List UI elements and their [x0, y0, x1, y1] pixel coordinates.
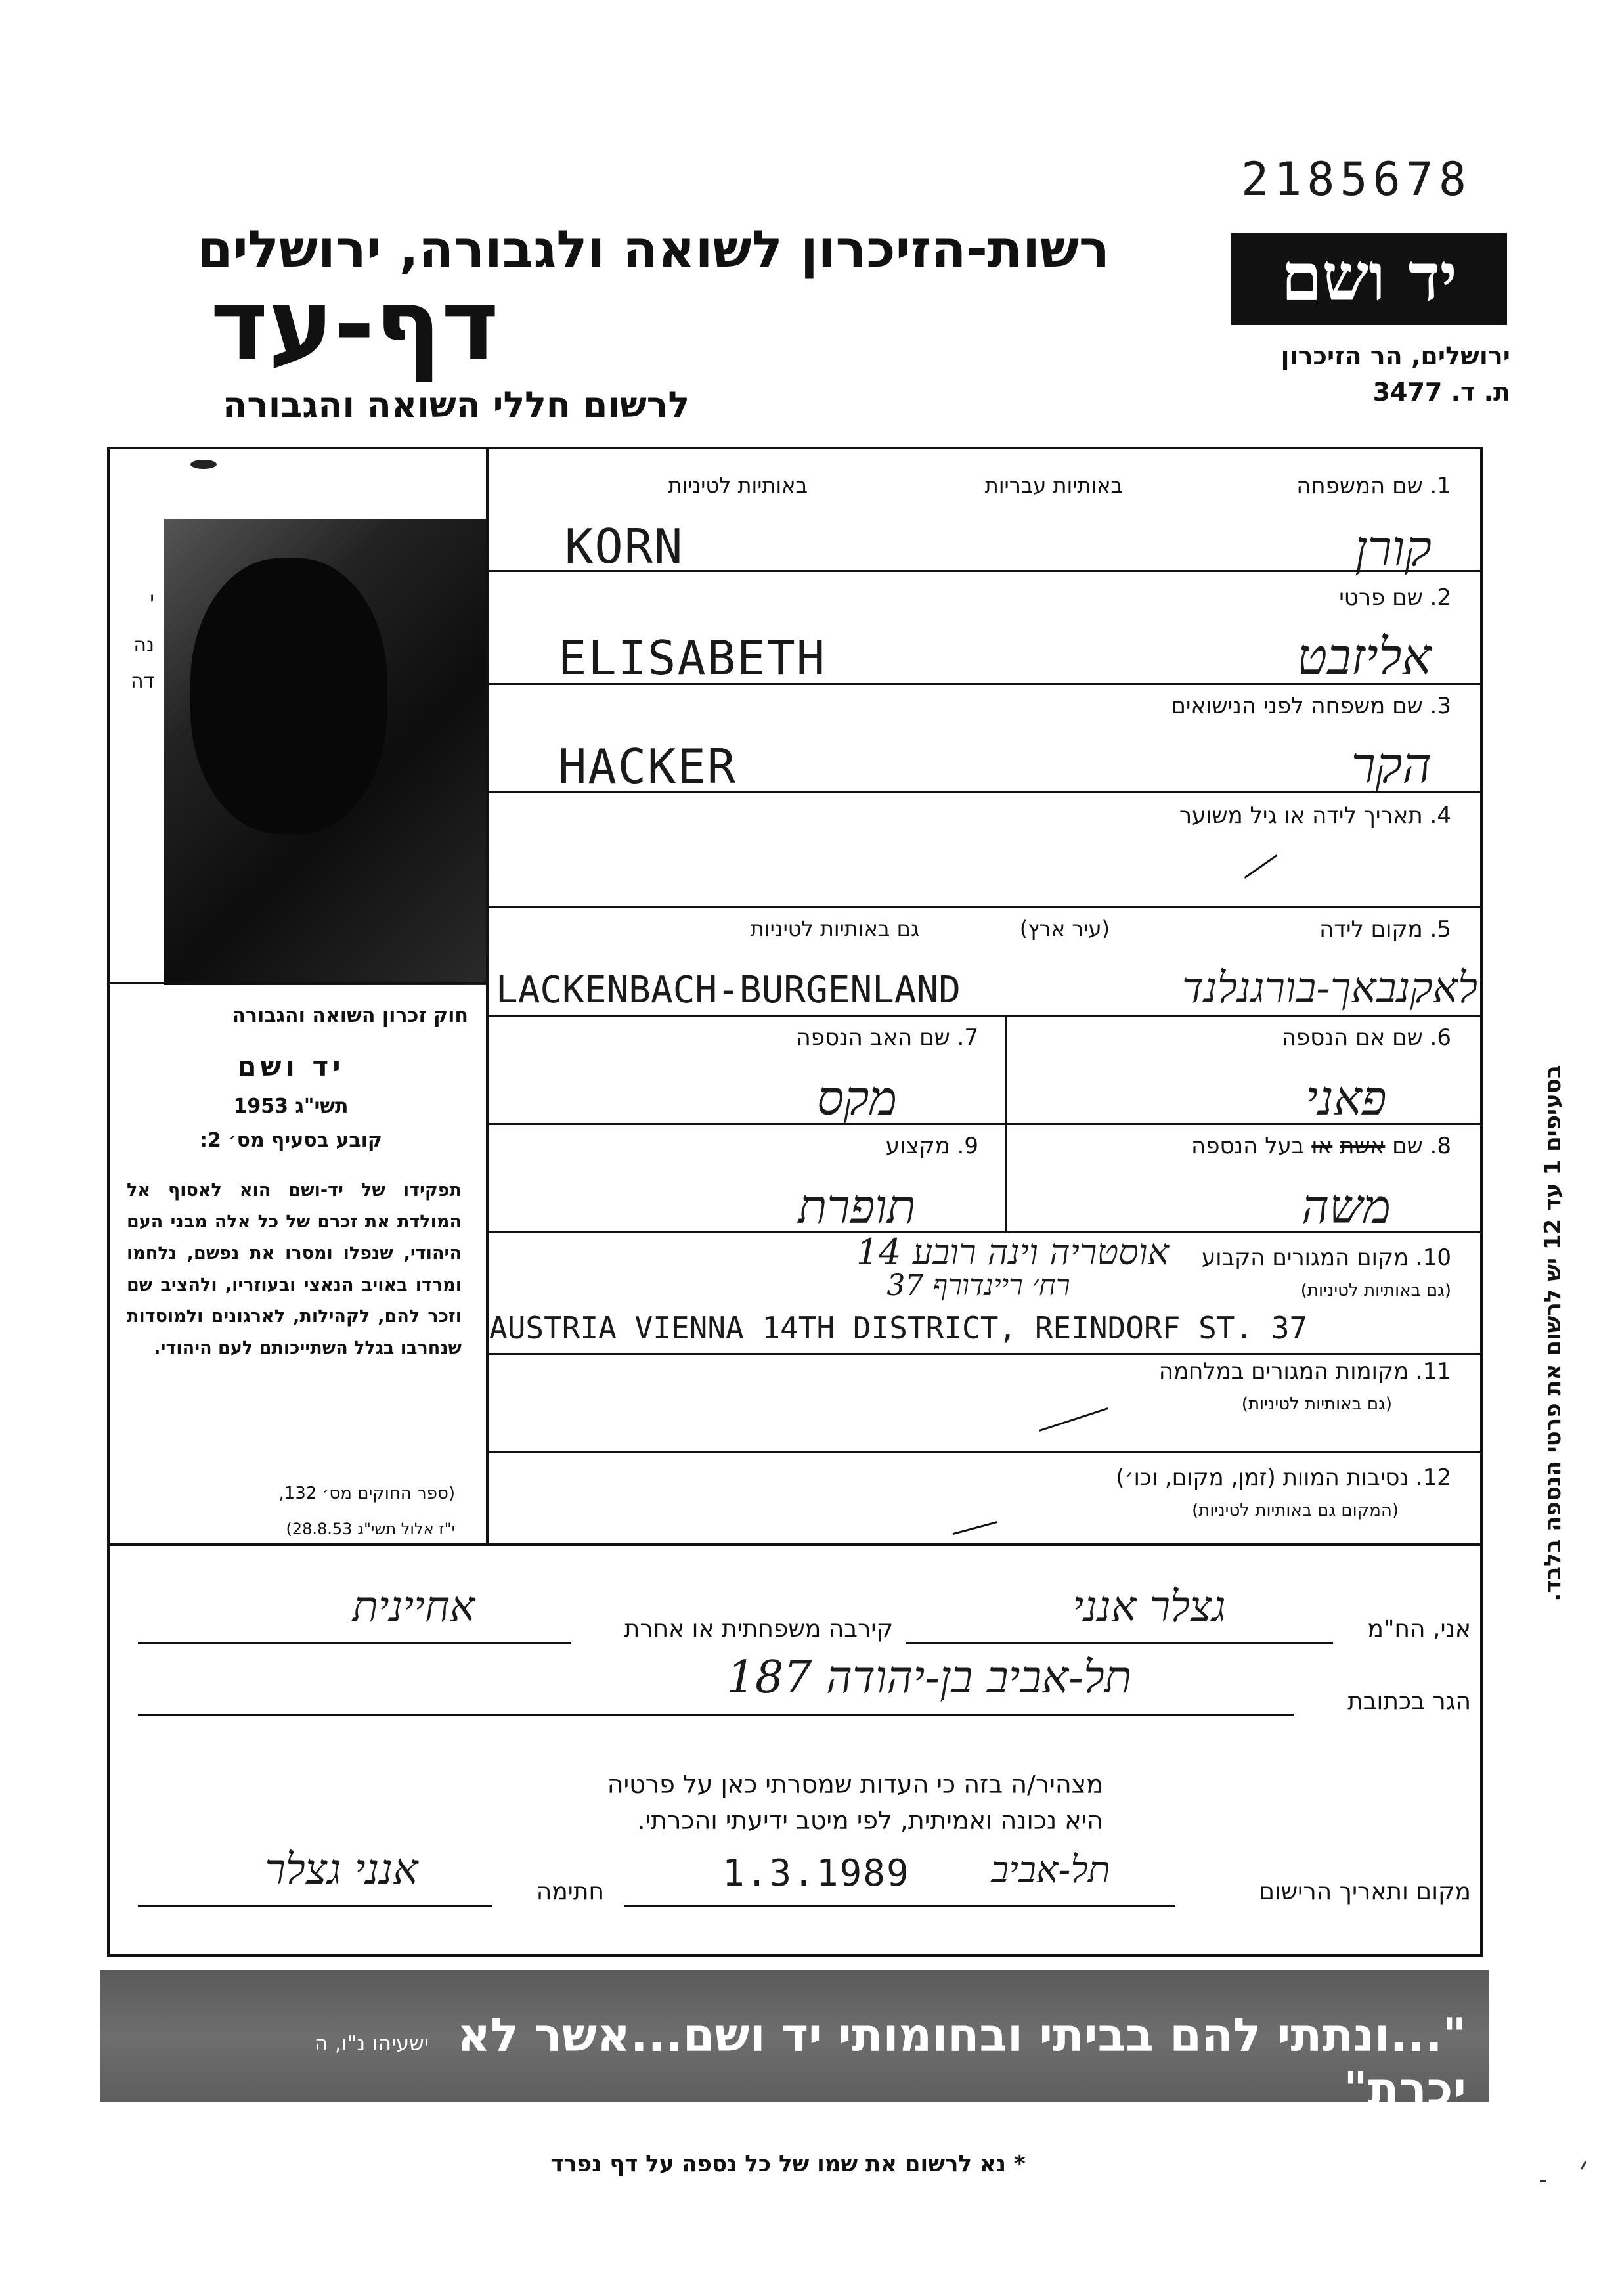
- witness-i-label: אני, הח"מ: [1367, 1616, 1471, 1643]
- field-8-label-strike: אשת: [1340, 1133, 1386, 1159]
- footnote: * נא לרשום את שמו של כל נספה על דף נפרד: [550, 2151, 1026, 2177]
- field-5-hebrew-value[interactable]: לאקנבאך-בורגנלנד: [1181, 964, 1477, 1013]
- field-9-label-text: מקצוע: [885, 1133, 950, 1159]
- field-1-hebrew-value[interactable]: קורן: [1355, 519, 1432, 577]
- law-ref-date: י"ז אלול תשי"ג 28.8.53): [286, 1520, 455, 1538]
- field-12-num: 12.: [1415, 1465, 1451, 1491]
- date-value[interactable]: 1.3.1989: [722, 1852, 910, 1895]
- field-3-hebrew-value[interactable]: הקר: [1351, 736, 1432, 794]
- field-6-num: 6.: [1430, 1025, 1451, 1051]
- banner-quote: "...ונתתי להם בביתי ובחומותי יד ושם...אשר לא יכרת": [457, 2008, 1466, 2116]
- field-8-label-pre: שם: [1392, 1133, 1423, 1159]
- banner-source: ישעיהו נ"ו, ה: [314, 2031, 429, 2056]
- side-note-wrap: [1533, 814, 1566, 1852]
- law-title: חוק זכרון השואה והגבורה: [232, 1004, 468, 1027]
- field-3-num: 3.: [1430, 693, 1451, 719]
- signature-line: [138, 1905, 492, 1907]
- field-2-label: [1116, 585, 1451, 611]
- field-1-num: 1.: [1430, 473, 1451, 499]
- field-7-value[interactable]: מקס: [816, 1071, 898, 1126]
- law-year: תשי"ג 1953: [233, 1095, 349, 1118]
- field-7-label-text: שם האב הנספה: [796, 1025, 950, 1051]
- signature-label: חתימה: [536, 1878, 604, 1905]
- witness-relation-value[interactable]: אחיינית: [352, 1583, 475, 1631]
- field-10-latin-value[interactable]: AUSTRIA VIENNA 14TH DISTRICT, REINDORF ST. 37: [489, 1310, 1308, 1346]
- field-9-value[interactable]: תופרת: [798, 1179, 916, 1234]
- law-ref: (ספר החוקים מס׳ 132,: [278, 1484, 455, 1503]
- form-section-line: [107, 1543, 1483, 1546]
- field-10-hebrew-value[interactable]: אוסטריה וינה רובע 14: [856, 1231, 1169, 1273]
- field-8-label: [1024, 1133, 1451, 1159]
- place-date-label: מקום ותאריך הרישום: [1259, 1878, 1471, 1905]
- field-5-num: 5.: [1430, 916, 1451, 942]
- row-line-9: [487, 1451, 1483, 1453]
- form-title: דף-עד: [210, 268, 499, 382]
- field-1-latin-hint: באותיות לטיניות: [668, 473, 808, 498]
- field-6-label-text: שם אם הנספה: [1281, 1025, 1423, 1051]
- field-8-value[interactable]: משה: [1301, 1179, 1391, 1234]
- field-6-value[interactable]: פאני: [1305, 1071, 1387, 1126]
- photo-fragment-2: נה: [133, 634, 154, 657]
- scan-speck-2: [1540, 2180, 1546, 2182]
- field-1-label: [1116, 473, 1451, 499]
- field-2-hebrew-value[interactable]: אליזבט: [1297, 627, 1432, 686]
- side-note: בסעיפים 1 עד 12 יש לרשום את פרטי הנספה בלבד.: [1540, 1065, 1566, 1602]
- declaration-line-1: מצהיר/ה בזה כי העדות שמסרתי כאן על פרטיה: [607, 1770, 1103, 1799]
- row-line-8: [487, 1353, 1483, 1355]
- law-name: יד ושם: [237, 1050, 345, 1082]
- field-11-hint: (גם באותיות לטיניות): [1241, 1394, 1392, 1414]
- place-value[interactable]: תל-אביב: [991, 1849, 1110, 1891]
- field-8-label-post: בעל הנספה: [1191, 1133, 1305, 1159]
- field-8-num: 8.: [1430, 1133, 1451, 1159]
- serial-number: 2185678: [1241, 152, 1472, 206]
- witness-address-label: הגר בכתובת: [1347, 1688, 1471, 1715]
- quote-banner: [100, 1970, 1489, 2116]
- row-line-4: [487, 906, 1483, 908]
- field-2-num: 2.: [1430, 585, 1451, 611]
- field-4-label: [985, 803, 1451, 829]
- photo-fragment-1: י: [150, 588, 154, 611]
- witness-relation-label: קירבה משפחתית או אחרת: [624, 1616, 893, 1643]
- place-date-line: [624, 1905, 1175, 1907]
- declaration-line-2: היא נכונה ואמיתית, לפי מיטב ידיעתי והכרתי.: [637, 1806, 1103, 1835]
- photo-silhouette: [190, 558, 387, 834]
- field-7-label: [657, 1025, 978, 1051]
- field-11-label-text: מקומות המגורים במלחמה: [1158, 1358, 1409, 1384]
- field-11-num: 11.: [1415, 1358, 1451, 1384]
- field-3-label: [985, 693, 1451, 719]
- signature-value[interactable]: אנני גצלר: [265, 1845, 418, 1894]
- field-12-label: [919, 1465, 1451, 1491]
- field-1-label-text: שם המשפחה: [1296, 473, 1423, 499]
- photo-fragment-3: דה: [131, 670, 154, 693]
- po-box: ת. ד. 3477: [1372, 378, 1510, 407]
- row-line-5: [487, 1015, 1483, 1017]
- law-clause: קובע בסעיף מס׳ 2:: [199, 1129, 383, 1152]
- field-10-hebrew-value-2[interactable]: רח׳ ריינדורף 37: [886, 1269, 1070, 1302]
- field-10-hint: (גם באותיות לטיניות): [1300, 1281, 1451, 1300]
- witness-relation-line: [138, 1642, 571, 1644]
- field-12-hint: (המקום גם באותיות לטיניות): [1192, 1501, 1399, 1520]
- field-4-num: 4.: [1430, 803, 1451, 829]
- field-11-label: [985, 1358, 1451, 1384]
- witness-address-line: [138, 1714, 1294, 1716]
- field-5-hint: (עיר ארץ): [1019, 916, 1110, 941]
- split-line: [1005, 1015, 1007, 1231]
- field-1-latin-value[interactable]: KORN: [565, 519, 684, 574]
- field-3-latin-value[interactable]: HACKER: [558, 739, 737, 794]
- field-9-num: 9.: [957, 1133, 978, 1159]
- field-10-label: [1169, 1245, 1451, 1271]
- witness-name-value[interactable]: גצלר אנני: [1072, 1583, 1226, 1631]
- field-5-label-text: מקום לידה: [1319, 916, 1423, 942]
- field-2-latin-value[interactable]: ELISABETH: [558, 630, 827, 686]
- field-5-latin-value[interactable]: LACKENBACH-BURGENLAND: [496, 969, 961, 1011]
- photo: [164, 519, 486, 985]
- field-2-label-text: שם פרטי: [1339, 585, 1423, 611]
- field-4-label-text: תאריך לידה או גיל משוער: [1179, 803, 1423, 829]
- form-subtitle: לרשום חללי השואה והגבורה: [223, 384, 689, 426]
- witness-name-line: [906, 1642, 1333, 1644]
- institution-line: רשות-הזיכרון לשואה ולגבורה, ירושלים: [197, 220, 1110, 279]
- field-8-label-strike-2: או: [1311, 1133, 1333, 1159]
- law-box: [107, 982, 488, 1543]
- field-7-num: 7.: [957, 1025, 978, 1051]
- witness-address-value[interactable]: תל-אביב בן-יהודה 187: [726, 1652, 1132, 1704]
- field-6-label: [1116, 1025, 1451, 1051]
- scan-speck: [1581, 2161, 1587, 2170]
- yad-vashem-logo: [1231, 233, 1507, 325]
- address-line: ירושלים, הר הזיכרון: [1280, 342, 1510, 370]
- photo-mark: [190, 460, 217, 469]
- logo-text: יד ושם: [1281, 238, 1457, 316]
- field-3-label-text: שם משפחה לפני הנישואים: [1171, 693, 1423, 719]
- law-body: תפקידו של יד-ושם הוא לאסוף אל המולדת את זכרם של כל אלה מבני העם היהודי, שנפלו ומסרו את נפשם, נלחמו ומרדו באויב הנאצי ובעוזריו, ולהציב שם וזכר להם, לקהילות, לארגונים ולמוסדות שנחרבו בגלל השתייכותם לעם היהודי.: [127, 1180, 462, 1358]
- field-10-num: 10.: [1415, 1245, 1451, 1271]
- field-5-latin-hint: גם באותיות לטיניות: [750, 916, 919, 941]
- field-5-label: [1116, 916, 1451, 942]
- field-9-label: [657, 1133, 978, 1159]
- field-10-label-text: מקום המגורים הקבוע: [1201, 1245, 1409, 1271]
- field-1-hebrew-hint: באותיות עבריות: [984, 473, 1123, 498]
- field-12-label-text: נסיבות המוות (זמן, מקום, וכו׳): [1116, 1465, 1409, 1491]
